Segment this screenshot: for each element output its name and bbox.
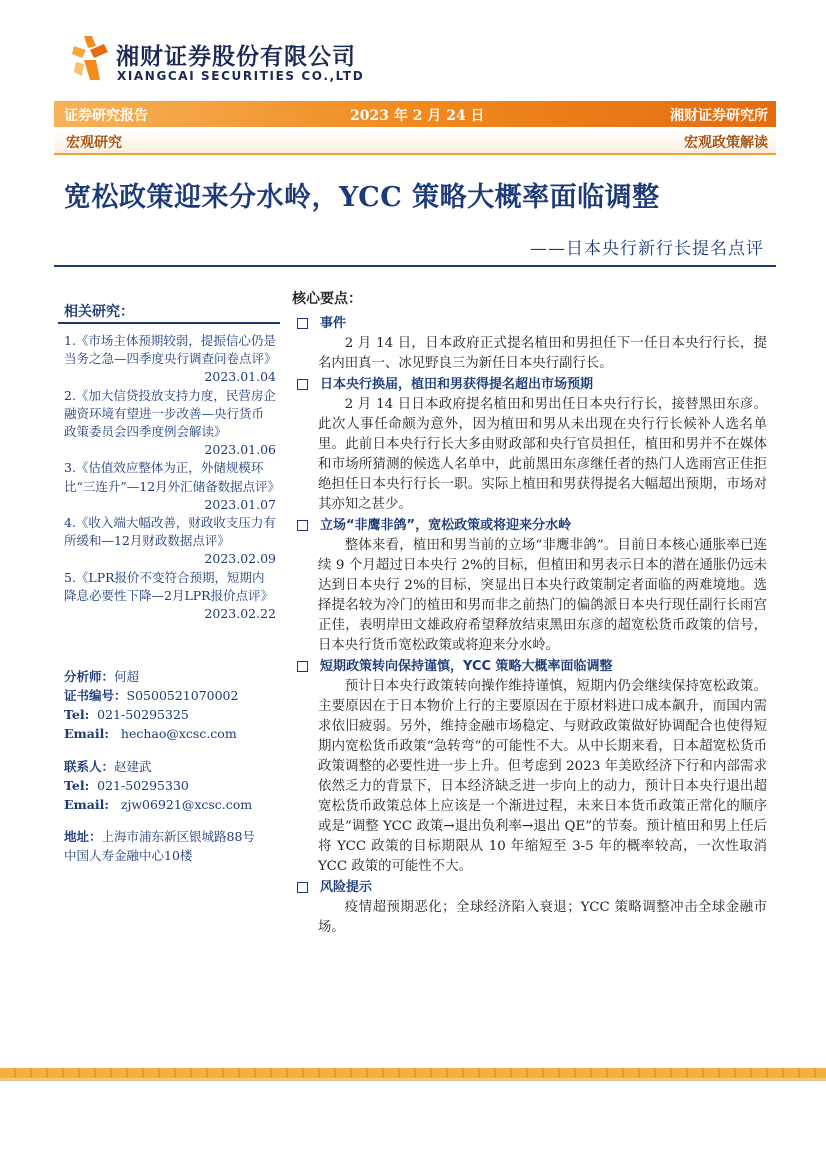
tel-label: Tel: [64, 778, 90, 793]
related-item[interactable] [64, 569, 276, 624]
address-block [64, 827, 294, 865]
footer-stripe [0, 1068, 826, 1078]
related-rule [58, 322, 280, 324]
contact-name: 赵建武 [114, 759, 152, 774]
related-item-date: 2023.01.07 [204, 496, 276, 512]
company-logo-icon [70, 34, 110, 84]
company-cn-name: 湘财证券股份有限公司 [116, 44, 356, 70]
header-report-type: 证券研究报告 [64, 108, 148, 124]
header-date: 2023 年 2 月 24 日 [350, 108, 485, 124]
core-points-heading: 核心要点： [292, 291, 362, 307]
related-item-date: 2023.02.09 [204, 551, 276, 567]
related-item-text: 1.《市场主体预期较弱，提振信心仍是当务之急—四季度央行调查问卷点评》 [64, 333, 277, 367]
related-item-date: 2023.01.06 [204, 442, 276, 458]
section-heading-text: 短期政策转向保持谨慎，YCC 策略大概率面临调整 [320, 658, 613, 674]
related-item-text: 3.《估值效应整体为正，外储规模环比“三连升”—12月外汇储备数据点评》 [64, 460, 281, 494]
email-label: Email: [64, 726, 109, 741]
section-heading [295, 656, 767, 677]
section-heading [295, 313, 767, 334]
contact-block [64, 757, 294, 814]
contact-email[interactable]: zjw06921@xcsc.com [120, 797, 253, 812]
section-heading [295, 515, 767, 536]
checkbox-bullet-icon [297, 661, 308, 672]
analyst-block [64, 667, 294, 743]
title-rule [54, 265, 776, 267]
section-body: 疫情超预期恶化；全球经济陷入衰退；YCC 策略调整冲击全球金融市场。 [318, 900, 767, 935]
checkbox-bullet-icon [297, 318, 308, 329]
section-body: 2 月 14 日日本政府提名植田和男出任日本央行行长，接替黑田东彦。此次人事任命颇为意外，因为植田和男从未出现在央行行长候补人选名单里。此前日本央行行长大多由财政部和央行官员担任，植田和男并不在媒体和市场所猜测的候选人名单中，此前黑田东彦继任者的热门人选雨宫正佳拒绝担任日本央行行长一职。实际上植田和男获得提名大幅超出预期，市场对其亦知之甚少。 [318, 397, 767, 512]
related-item-date: 2023.01.04 [204, 369, 276, 385]
cert-label: 证书编号： [64, 688, 127, 703]
report-subtitle: ——日本央行新行长提名点评 [530, 239, 764, 259]
section-body: 整体来看，植田和男当前的立场“非鹰非鸽”。目前日本核心通胀率已连续 9 个月超过日本央行 2%的目标，但植田和男表示日本的潜在通胀仍远未达到日本央行 2%的目标，突显出日本央行政策制定者面临的两难境地。选择提名较为冷门的植田和男而非之前热门的偏鸽派日本央行现任副行长雨宫正佳，表明岸田文雄政府希望释放结束黑田东彦的超宽松货币政策的信号，日本央行货币宽松政策或将迎来分水岭。 [318, 538, 767, 653]
related-item[interactable] [64, 514, 276, 569]
address-label: 地址： [64, 829, 102, 844]
core-points [295, 313, 767, 938]
sub-bar-type: 宏观政策解读 [684, 135, 768, 151]
related-item-date: 2023.02.22 [204, 606, 276, 622]
related-list [64, 332, 281, 623]
contact-label: 联系人： [64, 759, 115, 774]
sub-bar [54, 129, 776, 155]
checkbox-bullet-icon [297, 520, 308, 531]
related-item-text: 5.《LPR报价不变符合预期，短期内降息必要性下降—2月LPR报价点评》 [64, 569, 274, 603]
section-heading [295, 877, 767, 898]
section-heading-text: 日本央行换届，植田和男获得提名超出市场预期 [320, 376, 594, 392]
section-heading [295, 374, 767, 395]
section-heading-text: 事件 [320, 315, 347, 331]
analyst-name: 何超 [114, 669, 140, 684]
header-institute: 湘财证券研究所 [670, 108, 768, 124]
analyst-cert: S0500521070002 [126, 688, 239, 703]
analyst-tel: 021-50295325 [97, 707, 189, 722]
section-body: 预计日本央行政策转向操作维持谨慎，短期内仍会继续保持宽松政策。主要原因在于日本物价上行的主要原因在于原材料进口成本飙升，而国内需求依旧疲弱。另外，维持金融市场稳定、与财政政策做好协调配合也使得短期内宽松货币政策“急转弯”的可能性不大。从中长期来看，日本超宽松货币政策调整的必要性进一步上升。但考虑到 2023 年美欧经济下行和内部需求依然乏力的背景下，日本经济缺乏进一步向上的动力，预计日本央行退出超宽松货币政策总体上应该是一个渐进过程，未来日本货币政策正常化的顺序或是“调整 YCC 政策→退出负利率→退出 QE”的节奏。预计植田和男上任后将 YCC 政策的目标期限从 10 年缩短至 3-5 年的概率较高，一次性取消 YCC 政策的可能性不大。 [318, 679, 767, 874]
related-item-text: 4.《收入端大幅改善，财政收支压力有所缓和—12月财政数据点评》 [64, 515, 276, 549]
address-line2: 中国人寿金融中心10楼 [64, 848, 193, 863]
analyst-email[interactable]: hechao@xcsc.com [120, 726, 237, 741]
checkbox-bullet-icon [297, 379, 308, 390]
section-body: 2 月 14 日，日本政府正式提名植田和男担任下一任日本央行行长，提名内田真一、冰见野良三为新任日本央行副行长。 [318, 336, 767, 371]
footer-rule [0, 1078, 826, 1081]
related-item[interactable] [64, 387, 276, 460]
company-en-name: XIANGCAI SECURITIES CO.,LTD [117, 69, 365, 83]
contact-tel: 021-50295330 [97, 778, 189, 793]
analyst-label: 分析师： [64, 669, 115, 684]
email-label: Email: [64, 797, 109, 812]
header-bar [54, 101, 776, 127]
address-line1: 上海市浦东新区银城路88号 [101, 829, 255, 844]
related-item-text: 2.《加大信贷投放支持力度，民营房企融资环境有望进一步改善—央行货币政策委员会四季度例会解读》 [64, 387, 276, 440]
checkbox-bullet-icon [297, 882, 308, 893]
sub-bar-category: 宏观研究 [66, 135, 122, 151]
tel-label: Tel: [64, 707, 90, 722]
section-heading-text: 立场“非鹰非鸽”，宽松政策或将迎来分水岭 [320, 517, 572, 533]
section-heading-text: 风险提示 [320, 879, 373, 895]
related-heading: 相关研究： [64, 304, 134, 320]
related-item[interactable] [64, 332, 276, 387]
related-item[interactable] [64, 459, 281, 514]
report-title: 宽松政策迎来分水岭，YCC 策略大概率面临调整 [64, 182, 660, 213]
